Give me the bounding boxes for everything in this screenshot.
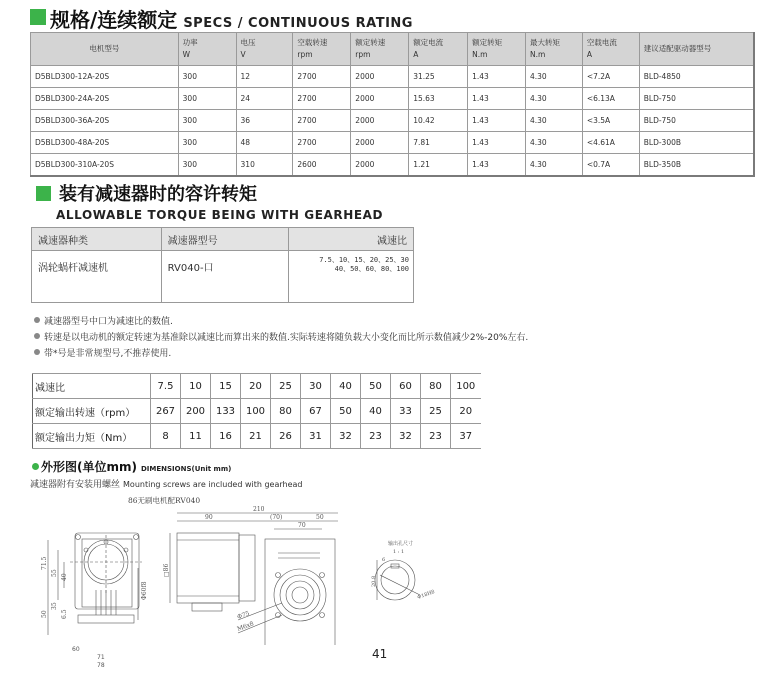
cell: 2700	[293, 132, 351, 154]
row-label: 额定输出力矩（Nm）	[33, 424, 151, 449]
cell: 36	[236, 110, 293, 132]
cell: 50	[361, 374, 391, 399]
cell: 15	[211, 374, 241, 399]
ratio-table	[32, 373, 481, 449]
dim-label: 70	[298, 522, 306, 529]
ratios-line: 40、50、60、80、100	[334, 265, 409, 273]
dim-label: M6x8	[236, 620, 255, 633]
cell: 4.30	[525, 110, 582, 132]
table-row	[33, 424, 481, 449]
width-dims	[72, 646, 132, 653]
cell: 31	[301, 424, 331, 449]
dim-label: 90	[205, 514, 213, 521]
dim-label: Φ75	[236, 610, 251, 621]
dim-label: 6.5	[61, 609, 68, 619]
cell: 20	[451, 399, 481, 424]
specs-table	[30, 32, 755, 177]
green-dot-icon	[32, 463, 39, 470]
cell: 40	[331, 374, 361, 399]
cell: 2000	[351, 132, 409, 154]
cell-driver: BLD-350B	[639, 154, 754, 176]
dim-label: 35	[51, 602, 58, 610]
dimensions-subtitle	[30, 477, 302, 490]
dim-label: 20.8	[371, 575, 377, 587]
title-en: SPECS / CONTINUOUS RATING	[183, 16, 413, 31]
row-label: 额定输出转速（rpm）	[33, 399, 151, 424]
cell: 31.25	[409, 66, 468, 88]
cell: 300	[178, 88, 236, 110]
section-title-dimensions	[32, 458, 231, 475]
cell: <4.61A	[582, 132, 639, 154]
cell: 8	[151, 424, 181, 449]
cell: 4.30	[525, 154, 582, 176]
cell: 16	[211, 424, 241, 449]
bullet-icon	[34, 349, 40, 355]
dim-label: 55	[51, 569, 58, 577]
cell: 10	[181, 374, 211, 399]
cell: 2600	[293, 154, 351, 176]
cell: 4.30	[525, 66, 582, 88]
notes-list	[34, 312, 528, 360]
cell: 24	[236, 88, 293, 110]
dim-label: 6	[382, 557, 386, 563]
cell: 2700	[293, 88, 351, 110]
dim-label: 1 : 1	[393, 549, 405, 555]
cell: 32	[391, 424, 421, 449]
col-header: 额定转速 rpm	[351, 33, 409, 66]
table-row	[31, 88, 755, 110]
note-item	[34, 328, 528, 344]
cell: 21	[241, 424, 271, 449]
cell: 33	[391, 399, 421, 424]
cell: <0.7A	[582, 154, 639, 176]
table-row	[33, 399, 481, 424]
cell: 1.43	[468, 132, 526, 154]
gear-ratios	[289, 251, 414, 303]
gear-model: RV040-口	[161, 251, 289, 303]
subtitle-cn: 减速器附有安装用螺丝	[30, 480, 121, 490]
cell: <3.5A	[582, 110, 639, 132]
cell-driver: BLD-750	[639, 88, 754, 110]
specs-header-row	[31, 33, 755, 66]
cell-model: D5BLD300-310A-20S	[31, 154, 179, 176]
cell-driver: BLD-300B	[639, 132, 754, 154]
note-text: 减速器型号中口为减速比的数值.	[44, 316, 173, 327]
col-header: 电压 V	[236, 33, 293, 66]
title-cn: 外形图(单位mm)	[41, 460, 137, 474]
note-item	[34, 344, 528, 360]
cell: 37	[451, 424, 481, 449]
cell: 40	[361, 399, 391, 424]
title-cn: 规格/连续额定	[50, 8, 178, 32]
cell: 1.43	[468, 88, 526, 110]
cell: 67	[301, 399, 331, 424]
cell: 48	[236, 132, 293, 154]
bullet-icon	[34, 333, 40, 339]
cell: 4.30	[525, 88, 582, 110]
cell: 50	[331, 399, 361, 424]
col-header: 额定转矩 N.m	[468, 33, 526, 66]
dim-label: 210	[253, 506, 265, 513]
col-header: 功率 W	[178, 33, 236, 66]
dim-label: 输出孔尺寸	[388, 541, 414, 547]
cell: 2700	[293, 66, 351, 88]
title-en: ALLOWABLE TORQUE BEING WITH GEARHEAD	[56, 208, 384, 222]
motor-side-view	[163, 506, 338, 645]
cell: 32	[331, 424, 361, 449]
col-header: 额定电流 A	[409, 33, 468, 66]
cell: 133	[211, 399, 241, 424]
cell: 200	[181, 399, 211, 424]
cell: 1.43	[468, 66, 526, 88]
cell: 267	[151, 399, 181, 424]
dimension-drawing	[20, 495, 460, 645]
cell: 2000	[351, 66, 409, 88]
gearhead-table	[31, 227, 414, 303]
bullet-icon	[34, 317, 40, 323]
note-text: 带*号是非常规型号,不推荐使用.	[44, 348, 172, 359]
dim-label: 40	[61, 573, 68, 581]
section-title-specs	[30, 4, 413, 30]
page-number: 41	[372, 647, 388, 661]
table-row	[31, 66, 755, 88]
cell: 23	[361, 424, 391, 449]
cell: 300	[178, 66, 236, 88]
cell: 80	[271, 399, 301, 424]
cell: 26	[271, 424, 301, 449]
cell: <7.2A	[582, 66, 639, 88]
col-header: 建议适配驱动器型号	[639, 33, 754, 66]
cell: 1.43	[468, 154, 526, 176]
table-row	[32, 251, 414, 303]
cell: 1.21	[409, 154, 468, 176]
dim-label: 50	[316, 514, 324, 521]
cell: 300	[178, 154, 236, 176]
cell: 2000	[351, 154, 409, 176]
cell: 60	[391, 374, 421, 399]
col-header: 减速比	[289, 228, 414, 251]
title-en: DIMENSIONS(Unit mm)	[140, 465, 232, 473]
cell-model: D5BLD300-48A-20S	[31, 132, 179, 154]
ratios-line: 7.5、10、15、20、25、30	[319, 256, 409, 264]
note-text: 转速是以电动机的额定转速为基准除以减速比而算出来的数值.实际转速将随负载大小变化而比所示数值减少2%-20%左右.	[44, 332, 529, 343]
output-bore-detail	[371, 540, 436, 601]
gearhead-header-row	[32, 228, 414, 251]
cell-model: D5BLD300-12A-20S	[31, 66, 179, 88]
cell: 1.43	[468, 110, 526, 132]
col-header: 电机型号	[31, 33, 179, 66]
cell: 100	[451, 374, 481, 399]
cell: 7.81	[409, 132, 468, 154]
cell-driver: BLD-4850	[639, 66, 754, 88]
dim-label: (70)	[270, 514, 283, 521]
title-cn: 装有减速器时的容许转矩	[59, 184, 257, 205]
cell: 4.30	[525, 132, 582, 154]
cell: 15.63	[409, 88, 468, 110]
table-row	[31, 154, 755, 176]
dim-label: 50	[41, 610, 48, 618]
col-header: 最大转矩 N.m	[525, 33, 582, 66]
row-label: 减速比	[33, 374, 151, 399]
table-row	[31, 132, 755, 154]
cell: 25	[421, 399, 451, 424]
cell: 10.42	[409, 110, 468, 132]
note-item	[34, 312, 528, 328]
dim-label: □86	[163, 563, 170, 577]
cell: 2700	[293, 110, 351, 132]
dim-label: 71.5	[41, 556, 48, 570]
cell: 300	[178, 110, 236, 132]
gearbox-front-view	[41, 533, 148, 645]
cell: 2000	[351, 110, 409, 132]
cell: 23	[421, 424, 451, 449]
gear-type: 涡轮蜗杆减速机	[32, 251, 162, 303]
green-square-icon	[36, 186, 51, 201]
dim-label: 71	[97, 654, 105, 661]
dim-label: Φ60f8	[141, 581, 148, 600]
dim-label: Φ18H8	[416, 589, 436, 601]
cell-model: D5BLD300-36A-20S	[31, 110, 179, 132]
cell: 30	[301, 374, 331, 399]
dim-label: 60	[72, 646, 80, 653]
cell-model: D5BLD300-24A-20S	[31, 88, 179, 110]
cell: 11	[181, 424, 211, 449]
subtitle-en: Mounting screws are included with gearhead	[123, 480, 303, 489]
dim-label: 78	[97, 662, 105, 669]
cell: 20	[241, 374, 271, 399]
table-row	[31, 110, 755, 132]
cell: 300	[178, 132, 236, 154]
cell: 7.5	[151, 374, 181, 399]
cell: 25	[271, 374, 301, 399]
table-row	[33, 374, 481, 399]
cell: 80	[421, 374, 451, 399]
cell: <6.13A	[582, 88, 639, 110]
col-header: 空载转速 rpm	[293, 33, 351, 66]
cell: 2000	[351, 88, 409, 110]
section-title-torque	[36, 180, 383, 222]
cell: 310	[236, 154, 293, 176]
col-header: 空载电流 A	[582, 33, 639, 66]
drawing-caption: 86无刷电机配RV040	[128, 496, 201, 505]
green-square-icon	[30, 9, 46, 25]
cell: 12	[236, 66, 293, 88]
cell-driver: BLD-750	[639, 110, 754, 132]
col-header: 减速器种类	[32, 228, 162, 251]
col-header: 减速器型号	[161, 228, 289, 251]
cell: 100	[241, 399, 271, 424]
